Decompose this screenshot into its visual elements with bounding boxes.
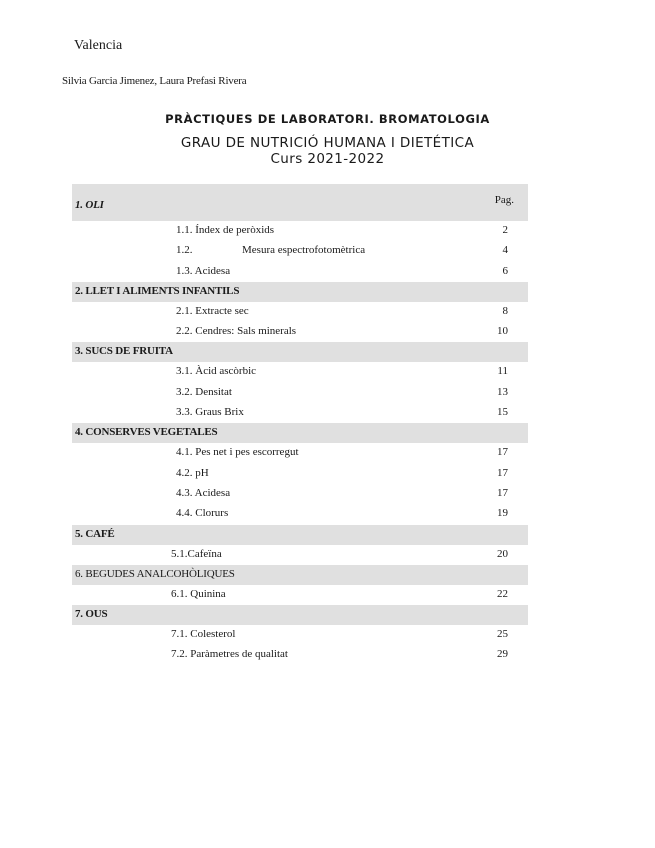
item-title: Colesterol: [190, 628, 236, 641]
item-page: 13: [497, 385, 508, 398]
item-number: 3.3.: [176, 406, 193, 419]
item-title: Paràmetres de qualitat: [190, 648, 288, 661]
item-number: 6.1.: [171, 587, 188, 600]
item-page: 8: [502, 304, 508, 317]
academic-year: Curs 2021-2022: [270, 151, 385, 167]
item-page: 19: [497, 507, 508, 520]
item-page: 4: [502, 244, 508, 257]
item-title: Extracte sec: [195, 304, 249, 317]
authors-line: Silvia Garcia Jimenez, Laura Prefasi Rivera: [62, 75, 247, 87]
item-title: pH: [195, 466, 209, 479]
toc-item[interactable]: [72, 545, 528, 565]
item-title: Àcid ascòrbic: [195, 365, 257, 378]
item-page: 17: [497, 486, 508, 499]
item-title: Graus Brix: [195, 406, 244, 419]
section-title: 1. OLI: [75, 199, 104, 211]
toc-item[interactable]: [72, 504, 528, 524]
item-number: 1.1.: [176, 224, 193, 236]
section-title: 2. LLET I ALIMENTS INFANTILS: [75, 284, 240, 297]
item-title: Índex de peròxids: [195, 224, 275, 236]
item-title: Cendres: Sals minerals: [195, 325, 297, 338]
item-title: Mesura espectrofotomètrica: [242, 244, 366, 257]
item-page: 15: [497, 406, 508, 419]
item-title: Cafeïna: [187, 547, 222, 560]
toc-item[interactable]: [72, 221, 528, 241]
toc-item[interactable]: [72, 362, 528, 382]
item-number: 2.2.: [176, 325, 193, 338]
item-page: 6: [502, 264, 508, 277]
item-number: 5.1.: [171, 547, 188, 560]
item-page: 25: [497, 628, 508, 641]
item-number: 7.1.: [171, 628, 188, 641]
item-number: 3.1.: [176, 365, 193, 378]
item-number: 1.3.: [176, 264, 193, 277]
section-title: 4. CONSERVES VEGETALES: [75, 426, 218, 439]
toc-section-header: [72, 525, 528, 545]
item-title: Pes net i pes escorregut: [195, 446, 299, 459]
toc-item[interactable]: [72, 383, 528, 403]
degree-title: GRAU DE NUTRICIÓ HUMANA I DIETÉTICA: [180, 135, 475, 151]
toc-item[interactable]: [72, 241, 528, 261]
page-column-header: Pag.: [494, 194, 514, 206]
item-page: 17: [497, 446, 508, 459]
section-title: 5. CAFÉ: [75, 527, 115, 540]
item-number: 3.2.: [176, 385, 193, 398]
toc-section-header: [72, 605, 528, 625]
toc-item[interactable]: [72, 645, 528, 665]
toc-section-header: [72, 342, 528, 362]
toc-item[interactable]: [72, 585, 528, 605]
toc-section-header: [72, 184, 528, 221]
city-name: Valencia: [74, 38, 123, 53]
section-title: 6. BEGUDES ANALCOHÒLIQUES: [75, 567, 235, 580]
toc-item[interactable]: [72, 443, 528, 463]
toc-section-header: [72, 565, 528, 585]
item-title: Quinina: [190, 587, 226, 600]
course-title: PRÀCTIQUES DE LABORATORI. BROMATOLOGIA: [165, 112, 490, 126]
item-number: 4.1.: [176, 446, 193, 459]
item-number: 7.2.: [171, 648, 188, 661]
toc-section-header: [72, 423, 528, 443]
table-of-contents: [72, 184, 528, 666]
item-number: 1.2.: [176, 244, 193, 257]
item-number: 2.1.: [176, 304, 193, 317]
item-page: 29: [497, 648, 508, 661]
toc-section-header: [72, 282, 528, 302]
item-page: 22: [497, 587, 508, 600]
toc-item[interactable]: [72, 302, 528, 322]
item-title: Densitat: [195, 385, 232, 398]
item-number: 4.3.: [176, 486, 193, 499]
toc-item[interactable]: [72, 484, 528, 504]
item-page: 2: [502, 224, 508, 236]
item-page: 17: [497, 466, 508, 479]
toc-item[interactable]: [72, 262, 528, 282]
section-title: 3. SUCS DE FRUITA: [75, 345, 173, 358]
item-page: 10: [497, 325, 508, 338]
section-title: 7. OUS: [75, 608, 108, 621]
item-number: 4.2.: [176, 466, 193, 479]
toc-item[interactable]: [72, 625, 528, 645]
item-number: 4.4.: [176, 507, 193, 520]
item-page: 20: [497, 547, 508, 560]
toc-item[interactable]: [72, 464, 528, 484]
item-title: Acidesa: [194, 264, 231, 277]
toc-item[interactable]: [72, 403, 528, 423]
toc-item[interactable]: [72, 322, 528, 342]
item-title: Clorurs: [195, 507, 229, 520]
item-page: 11: [497, 365, 508, 378]
item-title: Acidesa: [194, 486, 231, 499]
